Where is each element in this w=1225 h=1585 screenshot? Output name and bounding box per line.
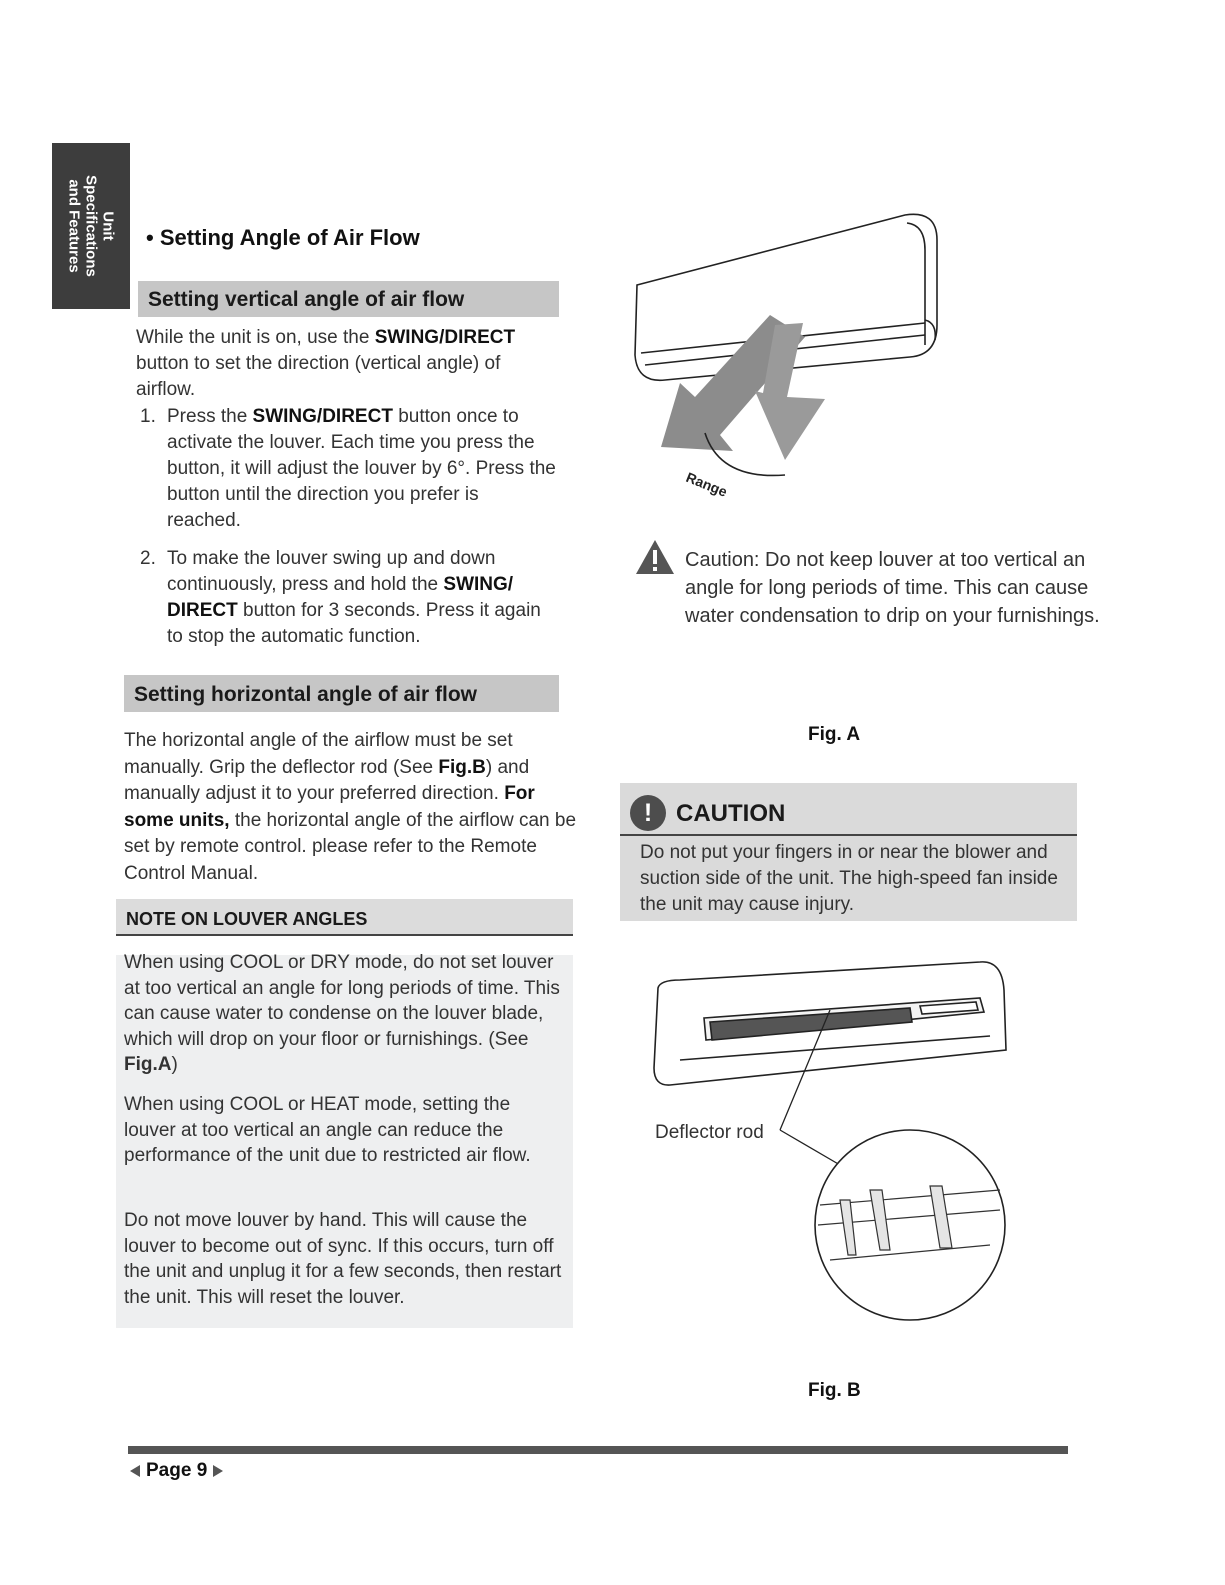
note-paragraph-3: Do not move louver by hand. This will cause the louver to become out of sync. If this occurs, turn off the unit and unplug it for a few seconds, then restart the unit. This will reset the louver. [124,1210,562,1308]
note-p1-text-c: ) [171,1054,178,1075]
fig-b-label: Fig. B [808,1380,861,1401]
previous-page-icon[interactable] [130,1465,140,1477]
side-tab-line-3: and Features [65,179,83,273]
horizontal-text-c: ) and manually adjust it to your preferred direction. [124,756,530,804]
caution-title: CAUTION [676,800,786,827]
fig-a-reference: Fig.A [124,1054,172,1075]
exclamation-icon: ! [630,795,666,831]
note-paragraph-2: When using COOL or HEAT mode, setting the louver at too vertical an angle can reduce the performance of the unit due to restricted air flow. [124,1094,531,1166]
side-section-tab [52,143,130,309]
fig-a-label: Fig. A [808,724,861,745]
note-heading: NOTE ON LOUVER ANGLES [116,899,573,936]
note-p1-text-a: When using COOL or DRY mode, do not set louver at too vertical an angle for long periods of time. This can cause water to condense on the louver blade, which will drop on your floor or furnishings. (See [124,952,560,1050]
vertical-step-2 [136,546,556,650]
step-1-text-a: Press the [167,406,253,427]
page-number: Page 9 [146,1460,208,1481]
step-1-number: 1. [140,406,156,427]
deflector-rod-label: Deflector rod [655,1122,764,1143]
vertical-intro-text-a: While the unit is on, use the [136,327,375,348]
horizontal-heading: Setting horizontal angle of air flow [124,675,559,712]
fig-b-reference: Fig.B [438,756,486,778]
step-1-item [136,404,556,534]
horizontal-text-a: The horizontal angle of the airflow must be set manually. Grip the deflector rod (See [124,730,513,778]
fig-a-caution-text: Caution: Do not keep louver at too vertical an angle for long periods of time. This can cause water condensation to drip on your furnishings. [685,549,1100,627]
page-navigation [130,1460,223,1482]
step-2-text-c: button for 3 seconds. Press it again to stop the automatic function. [167,600,541,647]
vertical-step-1 [136,404,556,534]
for-some-units-emphasis: For some units, [124,783,535,831]
horizontal-text-e: the horizontal angle of the airflow can be set by remote control. please refer to the Remote Control Manual. [124,809,577,884]
note-paragraph-1 [124,950,564,1078]
vertical-intro [136,325,556,403]
step-2-item [136,546,556,650]
side-tab-label [66,146,117,306]
footer-divider [128,1446,1068,1454]
caution-body: Do not put your fingers in or near the blower and suction side of the unit. The high-speed fan inside the unit may cause injury. [640,842,1058,915]
next-page-icon[interactable] [213,1465,223,1477]
step-2-number: 2. [140,548,156,569]
vertical-heading: Setting vertical angle of air flow [138,281,559,317]
warning-triangle-icon [634,538,676,576]
step-1-button-name: SWING/DIRECT [252,406,393,427]
horizontal-text [124,728,584,887]
step-2-text-a: To make the louver swing up and down continuously, press and hold the [167,548,496,595]
section-title: • Setting Angle of Air Flow [146,225,420,250]
vertical-intro-button-name: SWING/DIRECT [374,327,516,348]
caution-divider [620,834,1077,836]
deflector-pointer-lower [780,1130,840,1165]
fig-a-illustration [625,205,955,505]
side-tab-line-1: Unit [99,211,117,241]
vertical-intro-text-c: button to set the direction (vertical angle) of airflow. [136,353,501,400]
side-tab-line-2: Specifications [82,175,100,277]
ac-unit-front-drawing [654,962,1006,1085]
step-1-text-c: button once to activate the louver. Each time you press the button, it will adjust the louver by 6°. Press the button until the direction you prefer is reached. [167,406,556,531]
zoom-detail-circle [815,1130,1005,1320]
range-label: Range [683,468,730,500]
step-2-button-name: SWING/ DIRECT [167,574,514,621]
